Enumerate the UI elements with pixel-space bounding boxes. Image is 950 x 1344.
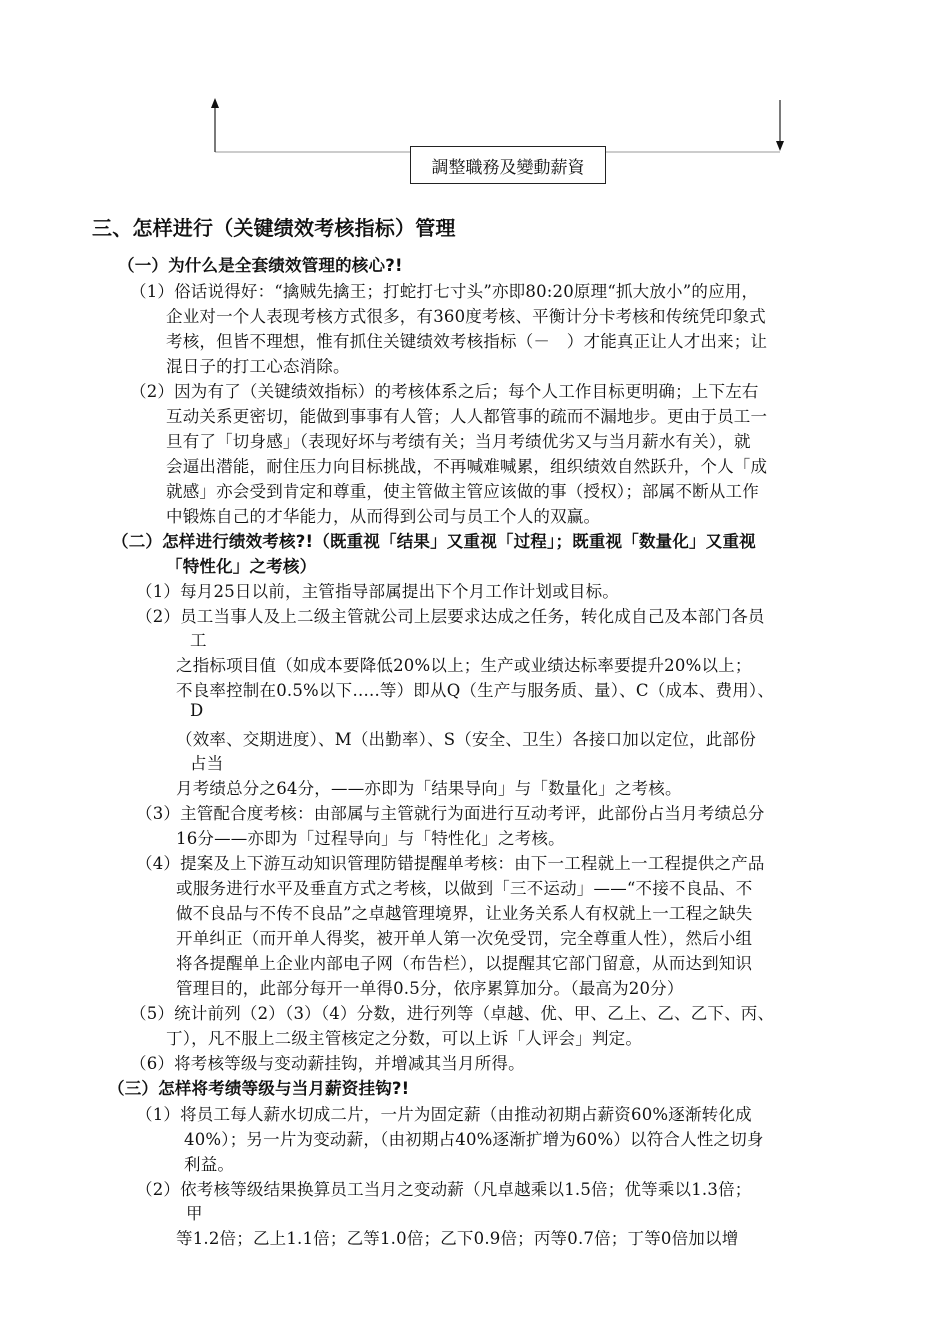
para-line: D [190, 701, 204, 720]
para-line: 将各提醒单上企业内部电子网（布告栏），以提醒其它部门留意，从而达到知识 [176, 954, 753, 973]
para-line: （6）将考核等级与变动薪挂钩，并增减其当月所得。 [130, 1054, 525, 1073]
para-line: 考核，但皆不理想，惟有抓住关键绩效考核指标（－ ）才能真正让人才出来；让 [166, 332, 768, 351]
para-line: 等1.2倍；乙上1.1倍；乙等1.0倍；乙下0.9倍；丙等0.7倍；丁等0倍加以增 [176, 1229, 739, 1248]
para-line: 占当 [190, 754, 224, 773]
para-line: （效率、交期进度）、M（出勤率）、S（安全、卫生）各接口加以定位，此部份 [176, 730, 756, 749]
para-line: 不良率控制在0.5%以下…..等）即从Q（生产与服务质、量）、C（成本、费用）、 [176, 681, 775, 700]
para-line: 就感」亦会受到肯定和尊重，使主管做主管应该做的事（授权）；部属不断从工作 [166, 482, 759, 501]
arrow-down-icon [776, 141, 784, 151]
para-line: （1）将员工每人薪水切成二片，一片为固定薪（由推动初期占薪资60%逐渐转化成 [136, 1105, 752, 1124]
para-line: 之指标项目值（如成本要降低20%以上；生产或业绩达标率要提升20%以上； [176, 656, 752, 675]
para-line: （2）因为有了（关键绩效指标）的考核体系之后；每个人工作目标更明确；上下左右 [130, 382, 759, 401]
para-line: （4）提案及上下游互动知识管理防错提醒单考核：由下一工程就上一工程提供之产品 [136, 854, 765, 873]
arrow-up-icon [211, 98, 219, 108]
para-line: 企业对一个人表现考核方式很多，有360度考核、平衡计分卡考核和传统凭印象式 [166, 307, 766, 326]
para-line: 甲 [186, 1204, 203, 1223]
section-title: 三、怎样进行（关键绩效考核指标）管理 [92, 216, 456, 240]
para-line: 开单纠正（而开单人得奖，被开单人第一次免受罚，完全尊重人性），然后小组 [176, 929, 753, 948]
para-line: 管理目的，此部分每开一单得0.5分，依序累算加分。（最高为20分） [176, 979, 684, 998]
para-line: 或服务进行水平及垂直方式之考核，以做到「三不运动」——“不接不良品、不 [176, 879, 753, 898]
para-line: （2）员工当事人及上二级主管就公司上层要求达成之任务，转化成自己及本部门各员 [136, 607, 765, 626]
para-line: 互动关系更密切，能做到事事有人管；人人都管事的疏而不漏地步。更由于员工一 [166, 407, 768, 426]
para-line: 会逼出潜能，耐住压力向目标挑战，不再喊难喊累，组织绩效自然跃升，个人「成 [166, 457, 768, 476]
flow-diagram [200, 88, 800, 198]
para-line: 月考绩总分之64分，——亦即为「结果导向」与「数量化」之考核。 [176, 779, 682, 798]
subsection-title-3: （三）怎样将考绩等级与当月薪资挂钩?! [108, 1079, 410, 1098]
para-line: 工 [190, 631, 207, 650]
para-line: （1）每月25日以前，主管指导部属提出下个月工作计划或目标。 [136, 582, 619, 601]
para-line: 利益。 [184, 1155, 235, 1174]
subsection-title-2: （二）怎样进行绩效考核?!（既重视「结果」又重视「过程」；既重视「数量化」又重视 [112, 532, 756, 551]
subsection-title-1: （一）为什么是全套绩效管理的核心?! [118, 256, 403, 275]
para-line: （2）依考核等级结果换算员工当月之变动薪（凡卓越乘以1.5倍；优等乘以1.3倍； [136, 1180, 752, 1199]
para-line: （1）俗话说得好：“擒贼先擒王；打蛇打七寸头”亦即80:20原理“抓大放小”的应用， [130, 282, 759, 301]
para-line: 40%）；另一片为变动薪，（由初期占40%逐渐扩增为60%）以符合人性之切身 [184, 1130, 764, 1149]
para-line: 旦有了「切身感」（表现好坏与考绩有关；当月考绩优劣又与当月薪水有关），就 [166, 432, 751, 451]
para-line: 中锻炼自己的才华能力，从而得到公司与员工个人的双赢。 [166, 507, 601, 526]
para-line: 16分——亦即为「过程导向」与「特性化」之考核。 [176, 829, 565, 848]
para-line: （3）主管配合度考核：由部属与主管就行为面进行互动考评，此部份占当月考绩总分 [136, 804, 765, 823]
para-line: 丁），凡不服上二级主管核定之分数，可以上诉「人评会」判定。 [166, 1029, 643, 1048]
para-line: 混日子的打工心态消除。 [166, 357, 350, 376]
diagram-box: 調整職務及變動薪資 [410, 146, 606, 184]
subsection-title-2-cont: 「特性化」之考核） [166, 557, 317, 576]
para-line: 做不良品与不传不良品”之卓越管理境界，让业务关系人有权就上一工程之缺失 [176, 904, 753, 923]
para-line: （5）统计前列（2）（3）（4）分数，进行列等（卓越、优、甲、乙上、乙、乙下、丙、 [130, 1004, 775, 1023]
